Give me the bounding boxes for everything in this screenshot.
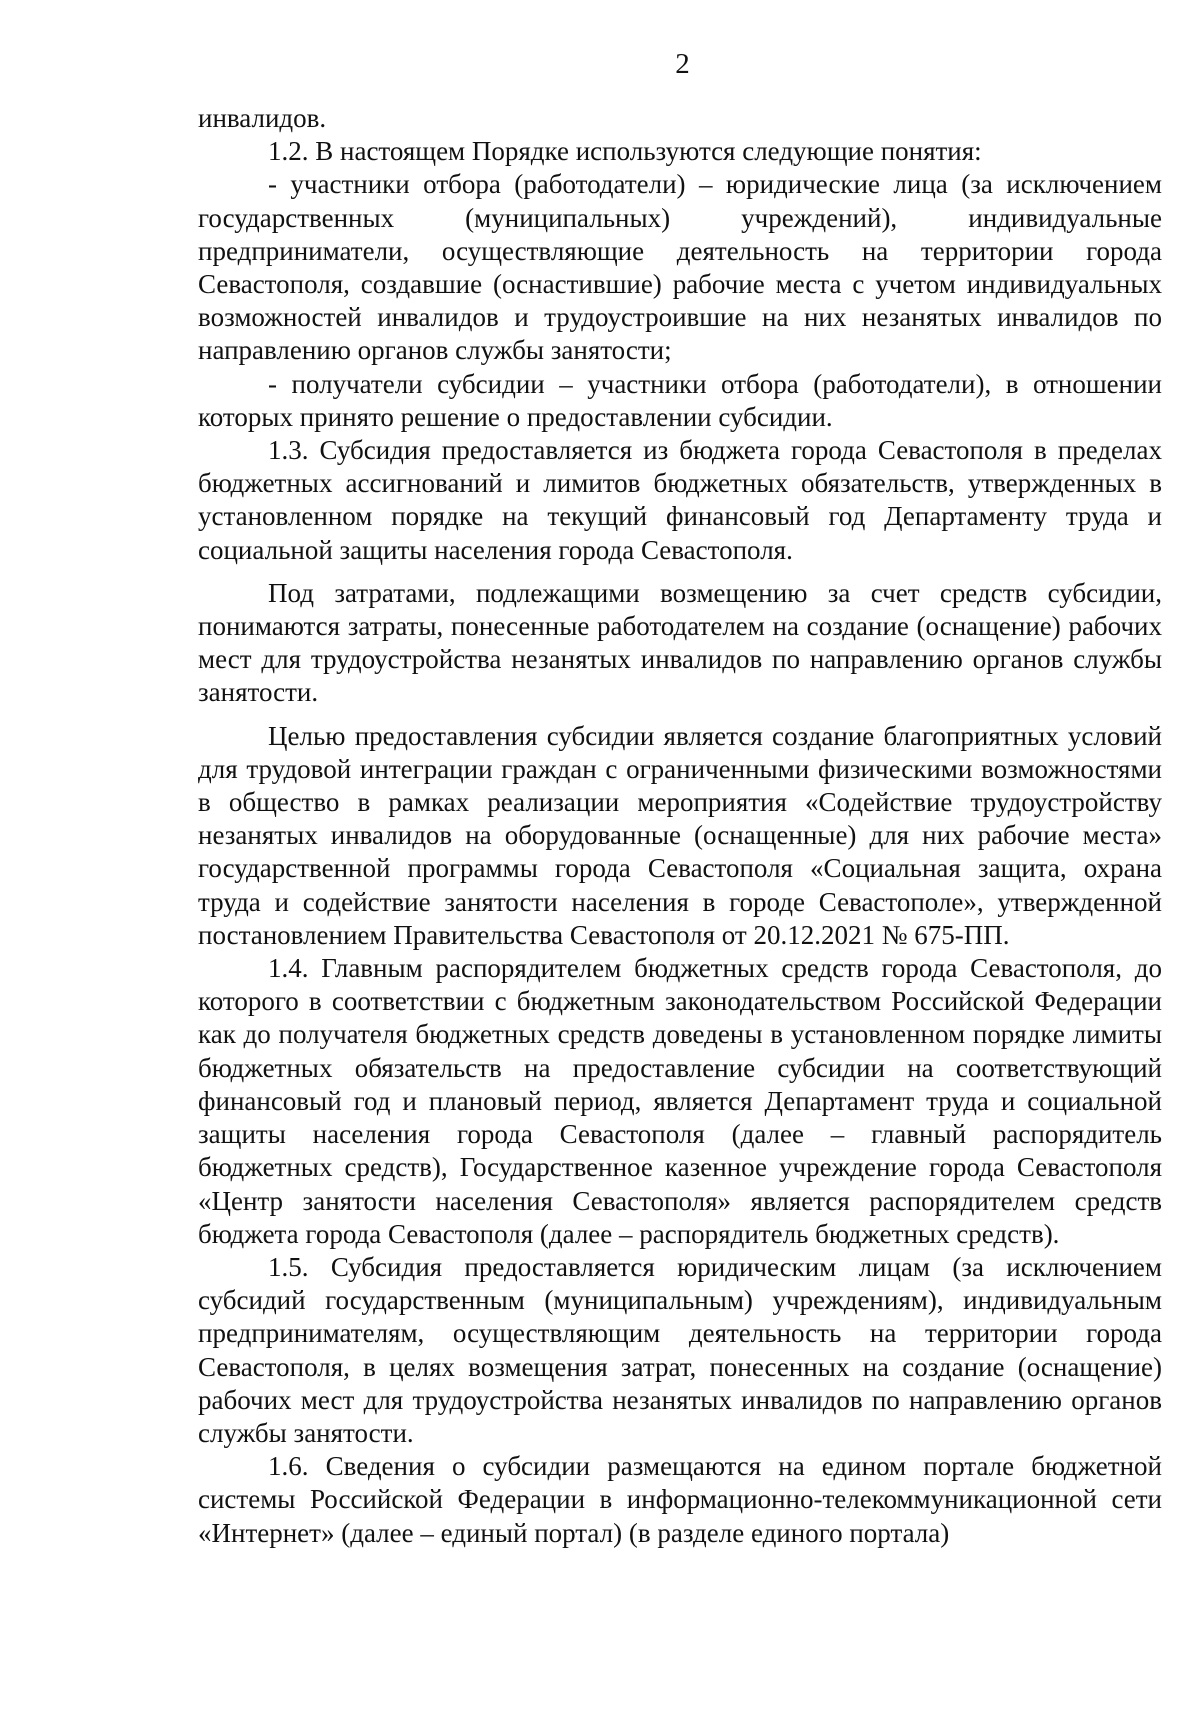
paragraph-continuation: инвалидов. — [198, 103, 327, 133]
paragraph-1-6: 1.6. Сведения о субсидии размещаются на едином портале бюджетной системы Российской Федерации в информационно-телекоммуникационной сети «Интернет» (далее – единый портал) (в разделе единого портала) — [198, 1451, 1162, 1548]
definition-participants: - участники отбора (работодатели) – юридические лица (за исключением государственных (муниципальных) учреждений), индивидуальные предприниматели, осуществляющие деятельность на территории города Севастополя, создавшие (оснастившие) рабочие места с учетом индивидуальных возможностей инвалидов и трудоустроившие на них незанятых инвалидов по направлению органов службы занятости; — [198, 169, 1162, 366]
paragraph-purpose: Целью предоставления субсидии является создание благоприятных условий для трудовой интеграции граждан с ограниченными физическими возможностями в общество в рамках реализации мероприятия «Содействие трудоустройству незанятых инвалидов на оборудованные (оснащенные) для них рабочие места» государственной программы города Севастополя «Социальная защита, охрана труда и содействие занятости населения в городе Севастополе», утвержденной постановлением Правительства Севастополя от 20.12.2021 № 675-ПП. — [198, 720, 1162, 950]
paragraph-1-3: 1.3. Субсидия предоставляется из бюджета города Севастополя в пределах бюджетных ассигнований и лимитов бюджетных обязательств, утвержденных в установленном порядке на текущий финансовый год Департаменту труда и социальной защиты населения города Севастополя. — [198, 435, 1162, 565]
page-number: 2 — [675, 48, 690, 80]
paragraph-costs: Под затратами, подлежащими возмещению за счет средств субсидии, понимаются затраты, понесенные работодателем на создание (оснащение) рабочих мест для трудоустройства незанятых инвалидов по направлению органов службы занятости. — [198, 577, 1162, 708]
paragraph-1-5: 1.5. Субсидия предоставляется юридическим лицам (за исключением субсидий государственным (муниципальным) учреждениям), индивидуальным предпринимателям, осуществляющим деятельность на территории города Севастополя, в целях возмещения затрат, понесенных на создание (оснащение) рабочих мест для трудоустройства незанятых инвалидов по направлению органов службы занятости. — [198, 1251, 1162, 1448]
paragraph-1-2: 1.2. В настоящем Порядке используются следующие понятия: — [268, 136, 982, 167]
document-body — [198, 102, 1162, 1550]
definition-recipients: - получатели субсидии – участники отбора (работодатели), в отношении которых принято решение о предоставлении субсидии. — [198, 368, 1162, 432]
paragraph-1-4: 1.4. Главным распорядителем бюджетных средств города Севастополя, до которого в соответствии с бюджетным законодательством Российской Федерации как до получателя бюджетных средств доведены в установленном порядке лимиты бюджетных обязательств на предоставление субсидии на соответствующий финансовый год и плановый период, является Департамент труда и социальной защиты населения города Севастополя (далее – главный распорядитель бюджетных средств), Государственное казенное учреждение города Севастополя «Центр занятости населения Севастополя» является распорядителем средств бюджета города Севастополя (далее – распорядитель бюджетных средств). — [198, 953, 1162, 1249]
